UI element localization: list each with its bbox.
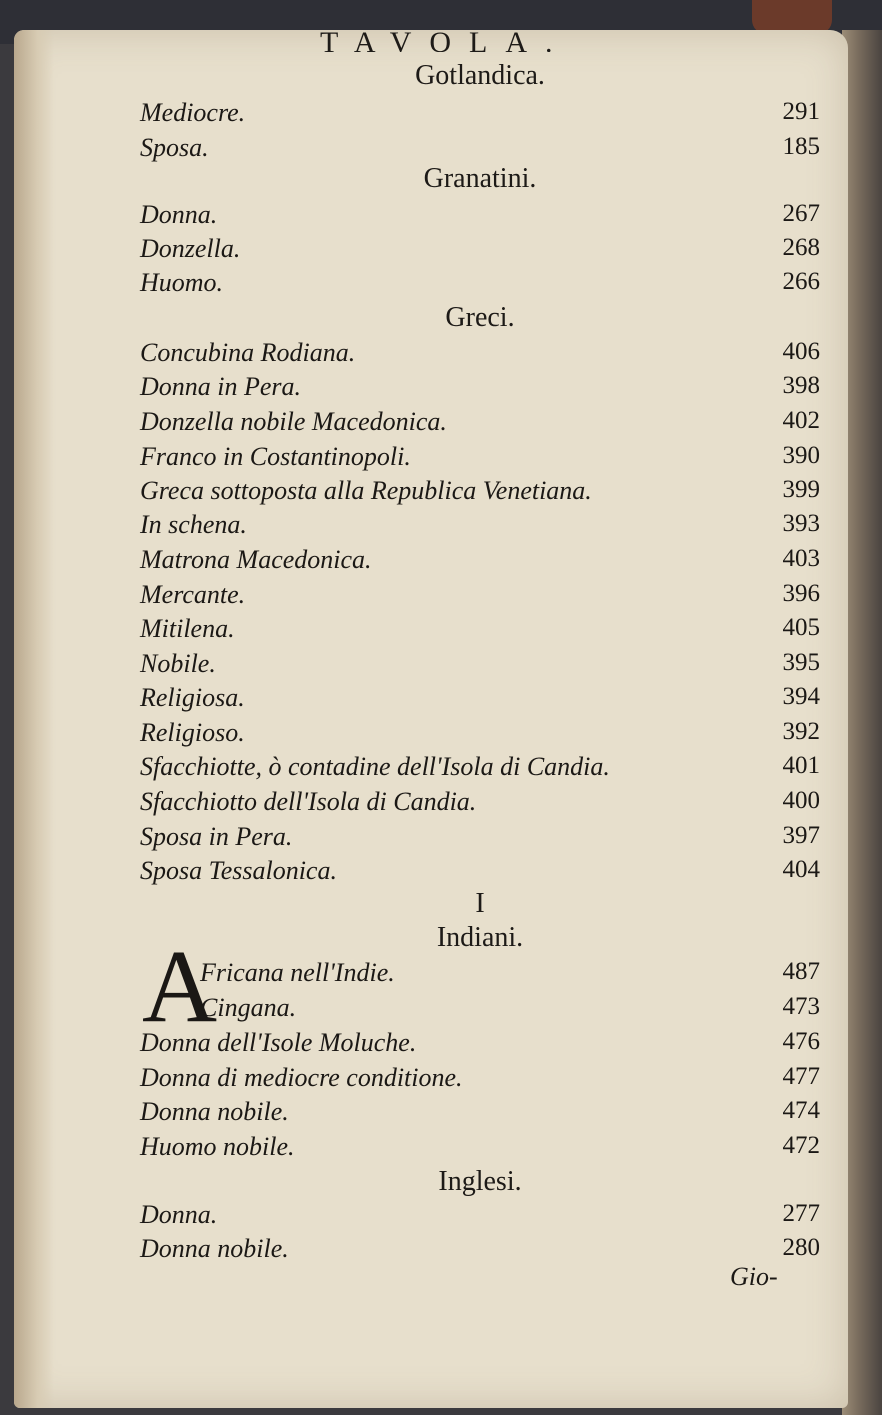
page-number: 405 — [782, 614, 820, 641]
index-entry: Donna nobile. — [140, 1097, 289, 1126]
page-number: 390 — [782, 442, 820, 469]
drop-cap: A — [142, 929, 218, 1044]
page-number: 400 — [782, 787, 820, 814]
section-heading-indiani: Indiani. — [436, 922, 524, 953]
page-number: 476 — [782, 1028, 820, 1055]
index-entry: Cingana. — [200, 993, 297, 1022]
page-number: 487 — [782, 958, 820, 985]
page-number: 393 — [782, 510, 820, 537]
index-entry: Mitilena. — [140, 614, 235, 643]
bookmark-ribbon — [752, 0, 832, 34]
index-entry: Donna in Pera. — [140, 372, 302, 401]
page-number: 394 — [782, 683, 820, 710]
index-entry: Fricana nell'Indie. — [200, 958, 395, 987]
letter-heading: I — [475, 888, 485, 919]
index-entry: Nobile. — [140, 649, 216, 678]
page-number: 392 — [782, 718, 820, 745]
page-number: 401 — [782, 752, 820, 779]
index-entry: Huomo. — [140, 268, 224, 297]
section-heading-granatini: Granatini. — [423, 163, 537, 194]
index-entry: Mercante. — [140, 580, 246, 609]
index-entry: Donna. — [140, 1200, 218, 1229]
page-number: 185 — [782, 133, 820, 160]
book-edge — [842, 30, 882, 1415]
page-number: 404 — [782, 856, 820, 883]
index-entry: Sfacchiotte, ò contadine dell'Isola di Candia. — [140, 752, 610, 781]
index-entry: Franco in Costantinopoli. — [140, 442, 411, 471]
index-entry: Donna dell'Isole Moluche. — [140, 1028, 417, 1057]
page-number: 266 — [782, 268, 820, 295]
page-number: 267 — [782, 200, 820, 227]
index-entry: Huomo nobile. — [140, 1132, 295, 1161]
page-number: 397 — [782, 822, 820, 849]
page-number: 291 — [782, 98, 820, 125]
page-number: 403 — [782, 545, 820, 572]
index-entry: In schena. — [140, 510, 247, 539]
page-number: 396 — [782, 580, 820, 607]
page-number: 268 — [782, 234, 820, 261]
section-heading-gotlandica: Gotlandica. — [415, 60, 545, 91]
running-head: TAVOLA. — [320, 30, 571, 52]
page-number: 472 — [782, 1132, 820, 1159]
page-number: 398 — [782, 372, 820, 399]
page-number: 277 — [782, 1200, 820, 1227]
index-entry: Donna. — [140, 200, 218, 229]
index-entry: Donna di mediocre conditione. — [140, 1063, 463, 1092]
index-entry: Matrona Macedonica. — [140, 545, 372, 574]
index-entry: Sposa. — [140, 133, 209, 162]
index-entry: Sposa Tessalonica. — [140, 856, 337, 885]
index-entry: Concubina Rodiana. — [140, 338, 356, 367]
index-entry: Donzella. — [140, 234, 241, 263]
index-entry: Religioso. — [140, 718, 245, 747]
index-entry: Donzella nobile Macedonica. — [140, 407, 447, 436]
page-gutter — [14, 30, 54, 1408]
page-number: 395 — [782, 649, 820, 676]
section-heading-greci: Greci. — [445, 302, 515, 333]
index-entry: Greca sottoposta alla Republica Venetiana. — [140, 476, 592, 505]
page-number: 399 — [782, 476, 820, 503]
page-number: 477 — [782, 1063, 820, 1090]
index-entry: Mediocre. — [140, 98, 246, 127]
page-number: 473 — [782, 993, 820, 1020]
page-number: 474 — [782, 1097, 820, 1124]
index-entry: Religiosa. — [140, 683, 245, 712]
index-entry: Donna nobile. — [140, 1234, 289, 1263]
index-entry: Sfacchiotto dell'Isola di Candia. — [140, 787, 477, 816]
catchword: Gio- — [730, 1262, 778, 1291]
page-number: 280 — [782, 1234, 820, 1261]
page-number: 406 — [782, 338, 820, 365]
section-heading-inglesi: Inglesi. — [438, 1166, 522, 1197]
page-number: 402 — [782, 407, 820, 434]
index-entry: Sposa in Pera. — [140, 822, 293, 851]
